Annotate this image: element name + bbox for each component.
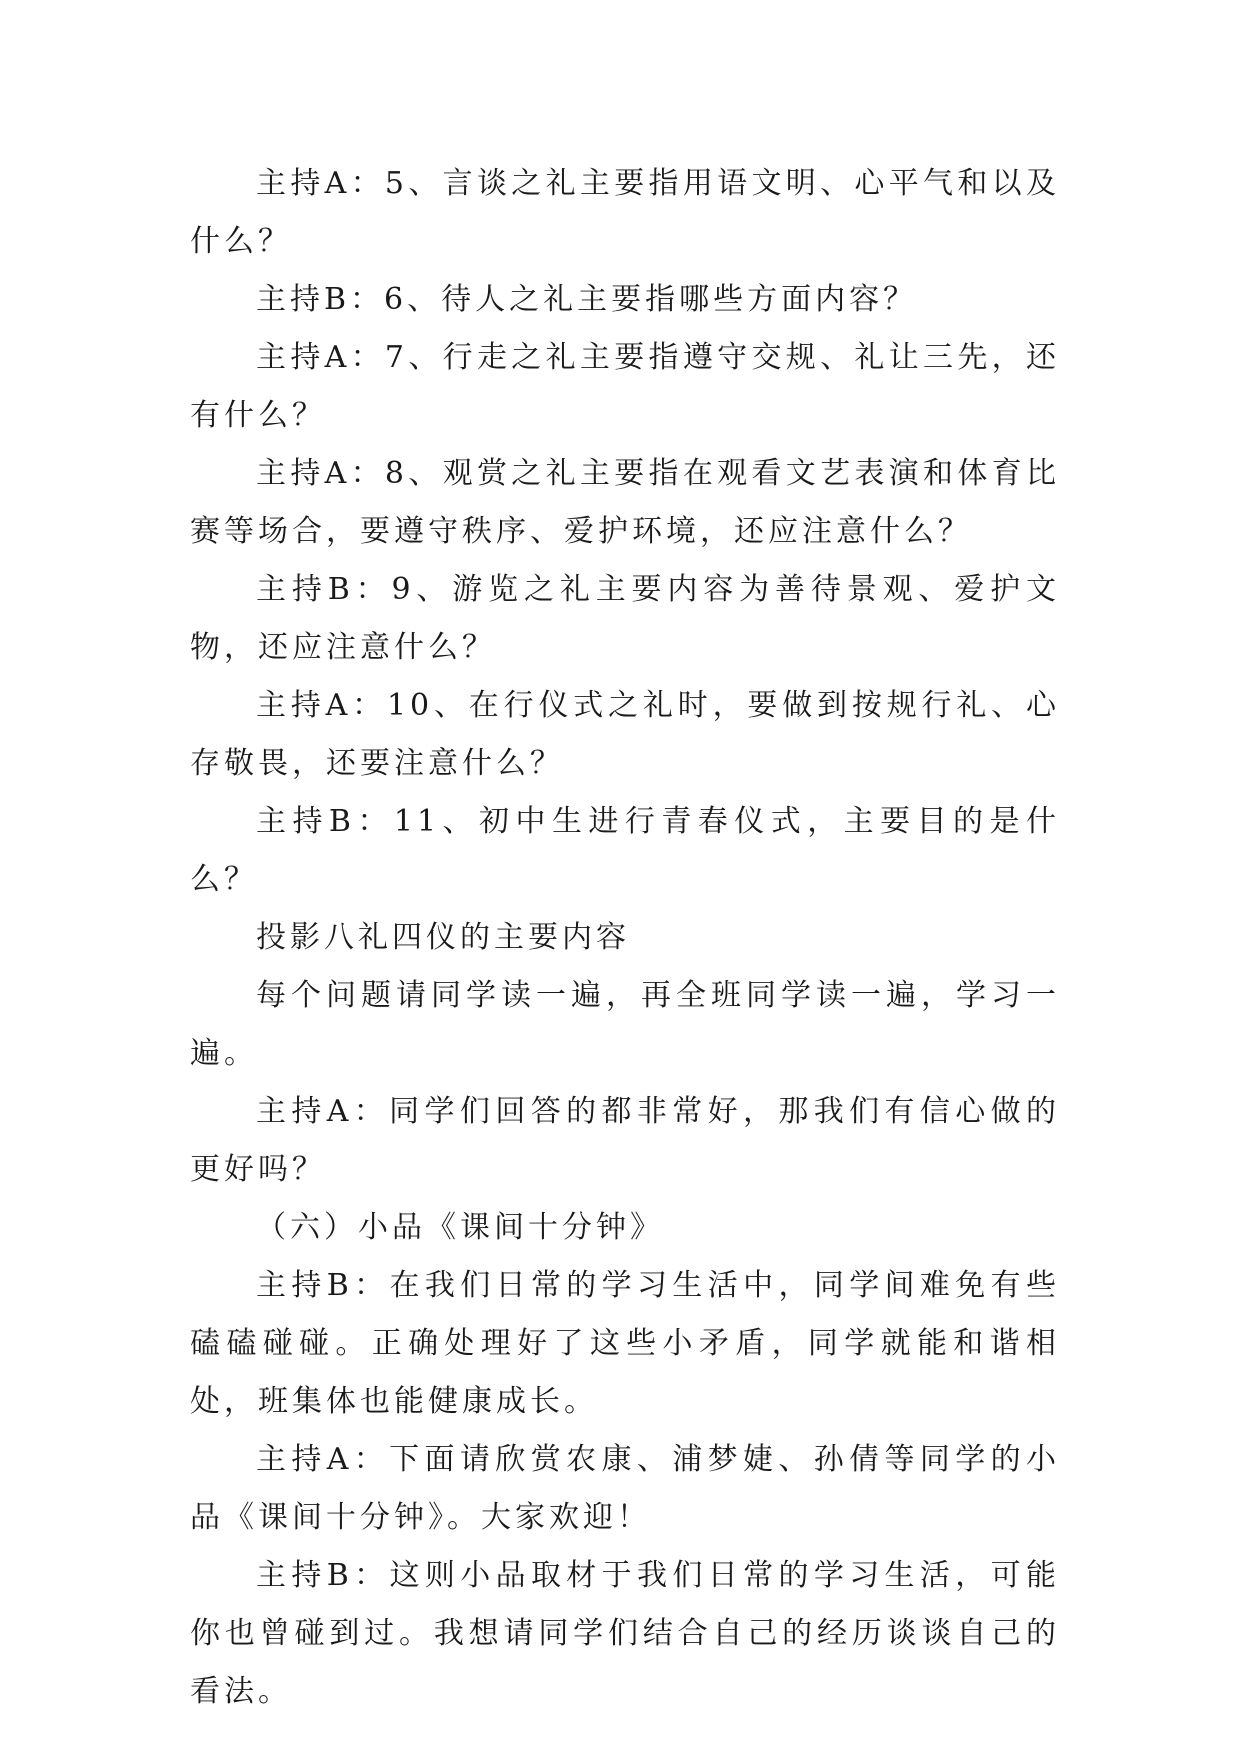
section-heading: （六）小品《课间十分钟》	[256, 1210, 664, 1245]
paragraph-6: 主持A：10、在行仪式之礼时，要做到按规行礼、心存敬畏，还要注意什么？	[190, 688, 1060, 781]
paragraph-7: 主持B：11、初中生进行青春仪式，主要目的是什么？	[190, 804, 1060, 897]
paragraph-13: 主持A：下面请欣赏农康、浦梦婕、孙倩等同学的小品《课间十分钟》。大家欢迎！	[190, 1442, 1060, 1535]
paragraph-9: 每个问题请同学读一遍，再全班同学读一遍，学习一遍。	[190, 978, 1060, 1071]
paragraph-5: 主持B：9、游览之礼主要内容为善待景观、爱护文物，还应注意什么？	[190, 572, 1060, 665]
document-body	[190, 155, 1060, 1721]
paragraph-4: 主持A：8、观赏之礼主要指在观看文艺表演和体育比赛等场合，要遵守秩序、爱护环境，还应注意什么？	[190, 456, 1060, 549]
paragraph-12: 主持B：在我们日常的学习生活中，同学间难免有些磕磕碰碰。正确处理好了这些小矛盾，同学就能和谐相处，班集体也能健康成长。	[190, 1268, 1060, 1419]
paragraph-2: 主持B：6、待人之礼主要指哪些方面内容？	[256, 282, 918, 317]
paragraph-10: 主持A：同学们回答的都非常好，那我们有信心做的更好吗？	[190, 1094, 1060, 1187]
paragraph-8: 投影八礼四仪的主要内容	[256, 920, 630, 955]
paragraph-3: 主持A：7、行走之礼主要指遵守交规、礼让三先，还有什么？	[190, 340, 1060, 433]
paragraph-1: 主持A：5、言谈之礼主要指用语文明、心平气和以及什么？	[190, 166, 1060, 259]
paragraph-14: 主持B：这则小品取材于我们日常的学习生活，可能你也曾碰到过。我想请同学们结合自己的经历谈谈自己的看法。	[190, 1558, 1060, 1709]
